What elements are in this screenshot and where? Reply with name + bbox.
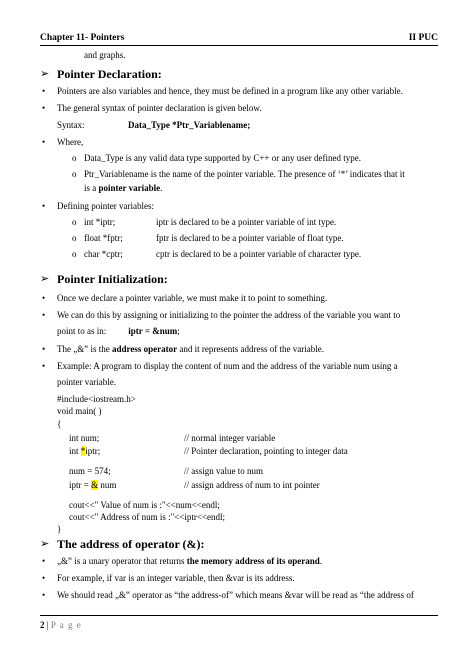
code-output-1: cout<<" Value of num is :"<<num<<endl;	[69, 500, 220, 510]
def-desc-2: fptr is declared to be a pointer variable of float type.	[156, 233, 344, 243]
code-line-3: num = 574;	[69, 466, 111, 476]
where-item-1: Data_Type is any valid data type supported by C++ or any user defined type.	[84, 153, 361, 163]
heading-pointer-declaration: Pointer Declaration:	[57, 67, 162, 81]
where-item-2a: Ptr_Variablename is the name of the pointer variable. The presence of ‘*’ indicates that it	[84, 169, 405, 179]
decl-bullet-2: The general syntax of pointer declaration is given below.	[57, 103, 262, 113]
bullet-icon: •	[42, 86, 46, 96]
circle-bullet-icon: o	[72, 169, 77, 179]
def-desc-1: iptr is declared to be a pointer variable of int type.	[156, 217, 337, 227]
arrow-bullet-icon: ➢	[40, 68, 50, 80]
init-bullet-1: Once we declare a pointer variable, we must make it to point to something.	[57, 293, 328, 303]
header-rule	[40, 45, 438, 46]
bullet-icon: •	[42, 137, 46, 147]
addr-bullet-3: We should read „&‟ operator as “the address-of” which means &var will be read as “the address of	[57, 590, 414, 600]
code-comment-1: // normal integer variable	[184, 433, 276, 443]
heading-pointer-initialization: Pointer Initialization:	[57, 272, 168, 286]
circle-bullet-icon: o	[72, 153, 77, 163]
intro-line: and graphs.	[84, 50, 126, 60]
def-decl-2: float *fptr;	[84, 233, 123, 243]
code-output-2: cout<<" Address of num is :"<<iptr<<endl;	[69, 512, 226, 522]
bullet-icon: •	[42, 573, 46, 583]
chapter-title: Chapter 11- Pointers	[40, 33, 125, 43]
bullet-icon: •	[42, 344, 46, 354]
code-open-brace: {	[57, 419, 62, 429]
circle-bullet-icon: o	[72, 249, 77, 259]
bullet-icon: •	[42, 293, 46, 303]
arrow-bullet-icon: ➢	[40, 538, 50, 550]
bullet-icon: •	[42, 103, 46, 113]
arrow-bullet-icon: ➢	[40, 273, 50, 285]
bullet-icon: •	[42, 310, 46, 320]
decl-bullet-3: Where,	[57, 137, 84, 147]
page-footer	[40, 620, 82, 630]
footer-separator: |	[44, 620, 51, 630]
init-bullet-2a: We can do this by assigning or initializing to the pointer the address of the variable you want to	[57, 310, 401, 320]
def-decl-1: int *iptr;	[84, 217, 116, 227]
addr-bullet-1: „&‟ is a unary operator that returns the memory address of its operand.	[57, 556, 323, 566]
code-close-brace: }	[57, 524, 62, 534]
circle-bullet-icon: o	[72, 233, 77, 243]
syntax-value: Data_Type *Ptr_Variablename;	[128, 120, 251, 130]
code-comment-4: // assign address of num to int pointer	[184, 480, 320, 490]
highlight-mark: *	[80, 446, 86, 456]
init-bullet-2b: point to as in: iptr = &num;	[57, 326, 180, 336]
code-line-1: int num;	[69, 433, 100, 443]
code-comment-3: // assign value to num	[184, 466, 263, 476]
highlight-mark: &	[91, 480, 99, 490]
decl-bullet-1: Pointers are also variables and hence, they must be defined in a program like any other variable.	[57, 86, 403, 96]
decl-bullet-4: Defining pointer variables:	[57, 201, 154, 211]
def-decl-3: char *cptr;	[84, 249, 123, 259]
code-line-2: int *iptr;	[69, 446, 101, 456]
bullet-icon: •	[42, 556, 46, 566]
bullet-icon: •	[42, 590, 46, 600]
init-bullet-3: The „&‟ is the address operator and it represents address of the variable.	[57, 344, 325, 354]
bullet-icon: •	[42, 361, 46, 371]
code-comment-2: // Pointer declaration, pointing to integer data	[184, 446, 348, 456]
circle-bullet-icon: o	[72, 217, 77, 227]
heading-address-operator: The address of operator (&):	[57, 537, 205, 551]
syntax-label: Syntax:	[57, 120, 85, 130]
where-item-2b: is a pointer variable.	[84, 183, 163, 193]
footer-rule	[40, 615, 438, 616]
class-label: II PUC	[408, 33, 438, 43]
def-desc-3: cptr is declared to be a pointer variable of character type.	[156, 249, 362, 259]
code-line-4: iptr = & num	[69, 480, 117, 490]
addr-bullet-2: For example, if var is an integer variable, then &var is its address.	[57, 573, 295, 583]
init-bullet-4a: Example: A program to display the content of num and the address of the variable num using a	[57, 361, 398, 371]
page-word: P a g e	[50, 620, 82, 630]
code-include: #include<iostream.h>	[57, 394, 136, 404]
init-bullet-4b: pointer variable.	[57, 377, 116, 387]
page-number: 2	[40, 620, 45, 630]
bullet-icon: •	[42, 201, 46, 211]
code-main: void main( )	[57, 406, 102, 416]
